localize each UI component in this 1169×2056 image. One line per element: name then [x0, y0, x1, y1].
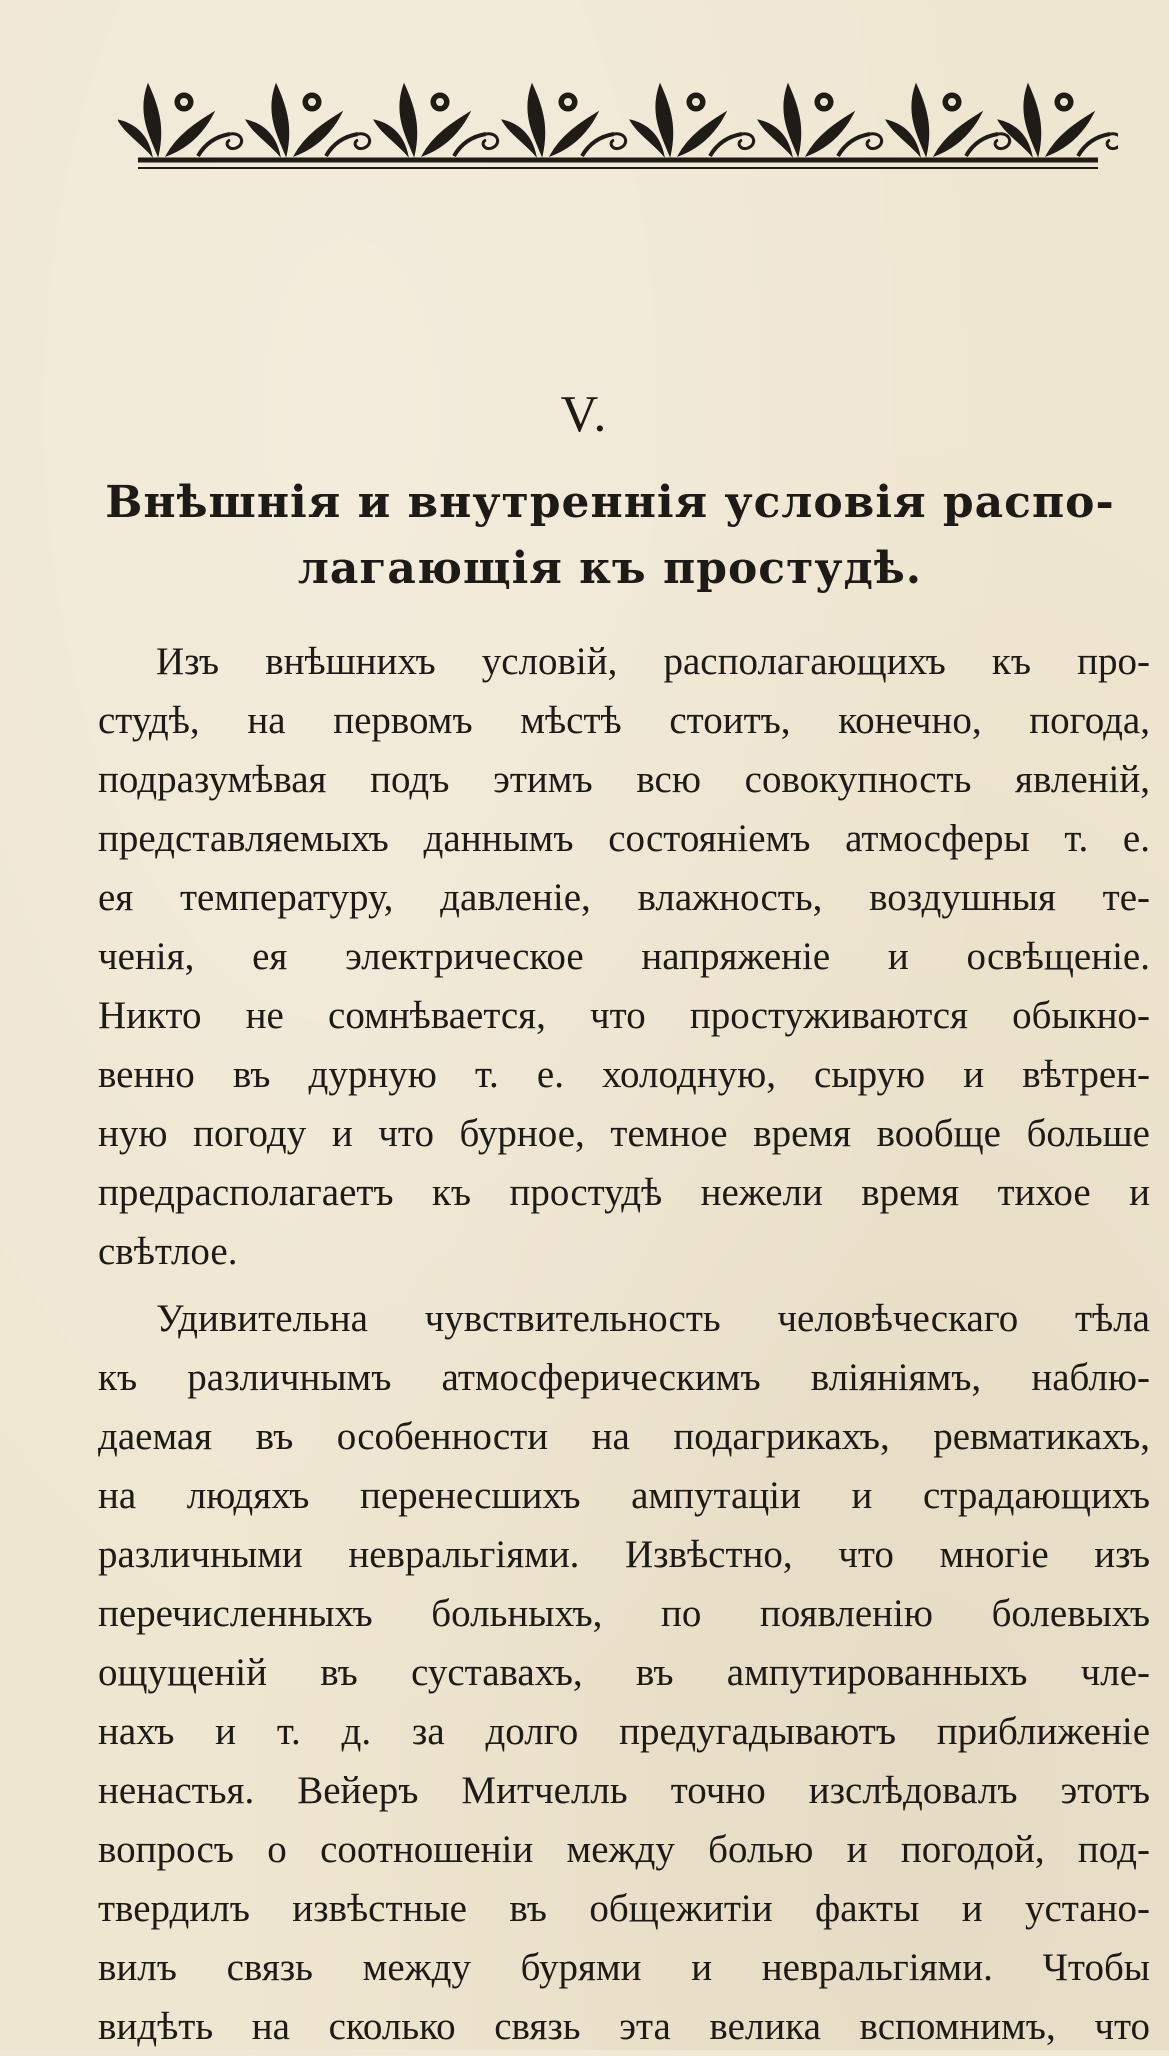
text-line: различными невральгіями. Извѣстно, что многіе изъ	[98, 1533, 1150, 1576]
floral-ornament-header	[118, 72, 1118, 182]
text-line: къ различнымъ атмосферическимъ вліяніямъ, наблю-	[98, 1356, 1150, 1399]
text-line: Изъ внѣшнихъ условій, располагающихъ къ про-	[156, 640, 1150, 683]
paragraph-1	[98, 632, 1150, 1281]
text-line: даемая въ особенности на подагрикахъ, ревматикахъ,	[98, 1415, 1150, 1458]
paragraph-2	[98, 1289, 1150, 2056]
text-line: ченія, ея электрическое напряженіе и освѣщеніе.	[98, 935, 1150, 978]
text-line: Удивительна чувствительность человѣческаго тѣла	[156, 1297, 1150, 1340]
text-line: видѣть на сколько связь эта велика вспомнимъ, что	[98, 2005, 1150, 2048]
text-line: вилъ связь между бурями и невральгіями. Чтобы	[98, 1946, 1150, 1989]
chapter-number: V.	[560, 386, 609, 443]
text-line: предрасполагаетъ къ простудѣ нежели время тихое и	[98, 1171, 1150, 1214]
text-line: Никто не сомнѣвается, что простуживаются обыкно-	[98, 994, 1150, 1037]
chapter-title	[90, 470, 1130, 602]
text-line: представляемыхъ даннымъ состояніемъ атмосферы т. е.	[98, 817, 1150, 860]
chapter-title-line: лагающія къ простудѣ.	[297, 543, 923, 594]
text-line: ощущеній въ суставахъ, въ ампутированныхъ чле-	[98, 1651, 1150, 1694]
text-line: ную погоду и что бурное, темное время вообще больше	[98, 1112, 1150, 1155]
text-line: подразумѣвая подъ этимъ всю совокупность явленій,	[98, 758, 1150, 801]
text-line: ея температуру, давленіе, влажность, воздушныя те-	[98, 876, 1150, 919]
text-line: вопросъ о соотношеніи между болью и погодой, под-	[98, 1828, 1150, 1871]
text-line: студѣ, на первомъ мѣстѣ стоитъ, конечно, погода,	[98, 699, 1150, 742]
text-line: на людяхъ перенесшихъ ампутаціи и страдающихъ	[98, 1474, 1150, 1517]
text-line: перечисленныхъ больныхъ, по появленію болевыхъ	[98, 1592, 1150, 1635]
text-line: твердилъ извѣстные въ общежитіи факты и устано-	[98, 1887, 1150, 1930]
body-text	[98, 632, 1150, 2056]
text-line: венно въ дурную т. е. холодную, сырую и вѣтрен-	[98, 1053, 1150, 1096]
text-line: свѣтлое.	[98, 1230, 238, 1273]
chapter-title-line: Внѣшнія и внутреннія условія распо-	[105, 477, 1115, 528]
text-line: нахъ и т. д. за долго предугадываютъ приближеніе	[98, 1710, 1150, 1753]
text-line: ненастья. Вейеръ Митчелль точно изслѣдовалъ этотъ	[98, 1769, 1150, 1812]
